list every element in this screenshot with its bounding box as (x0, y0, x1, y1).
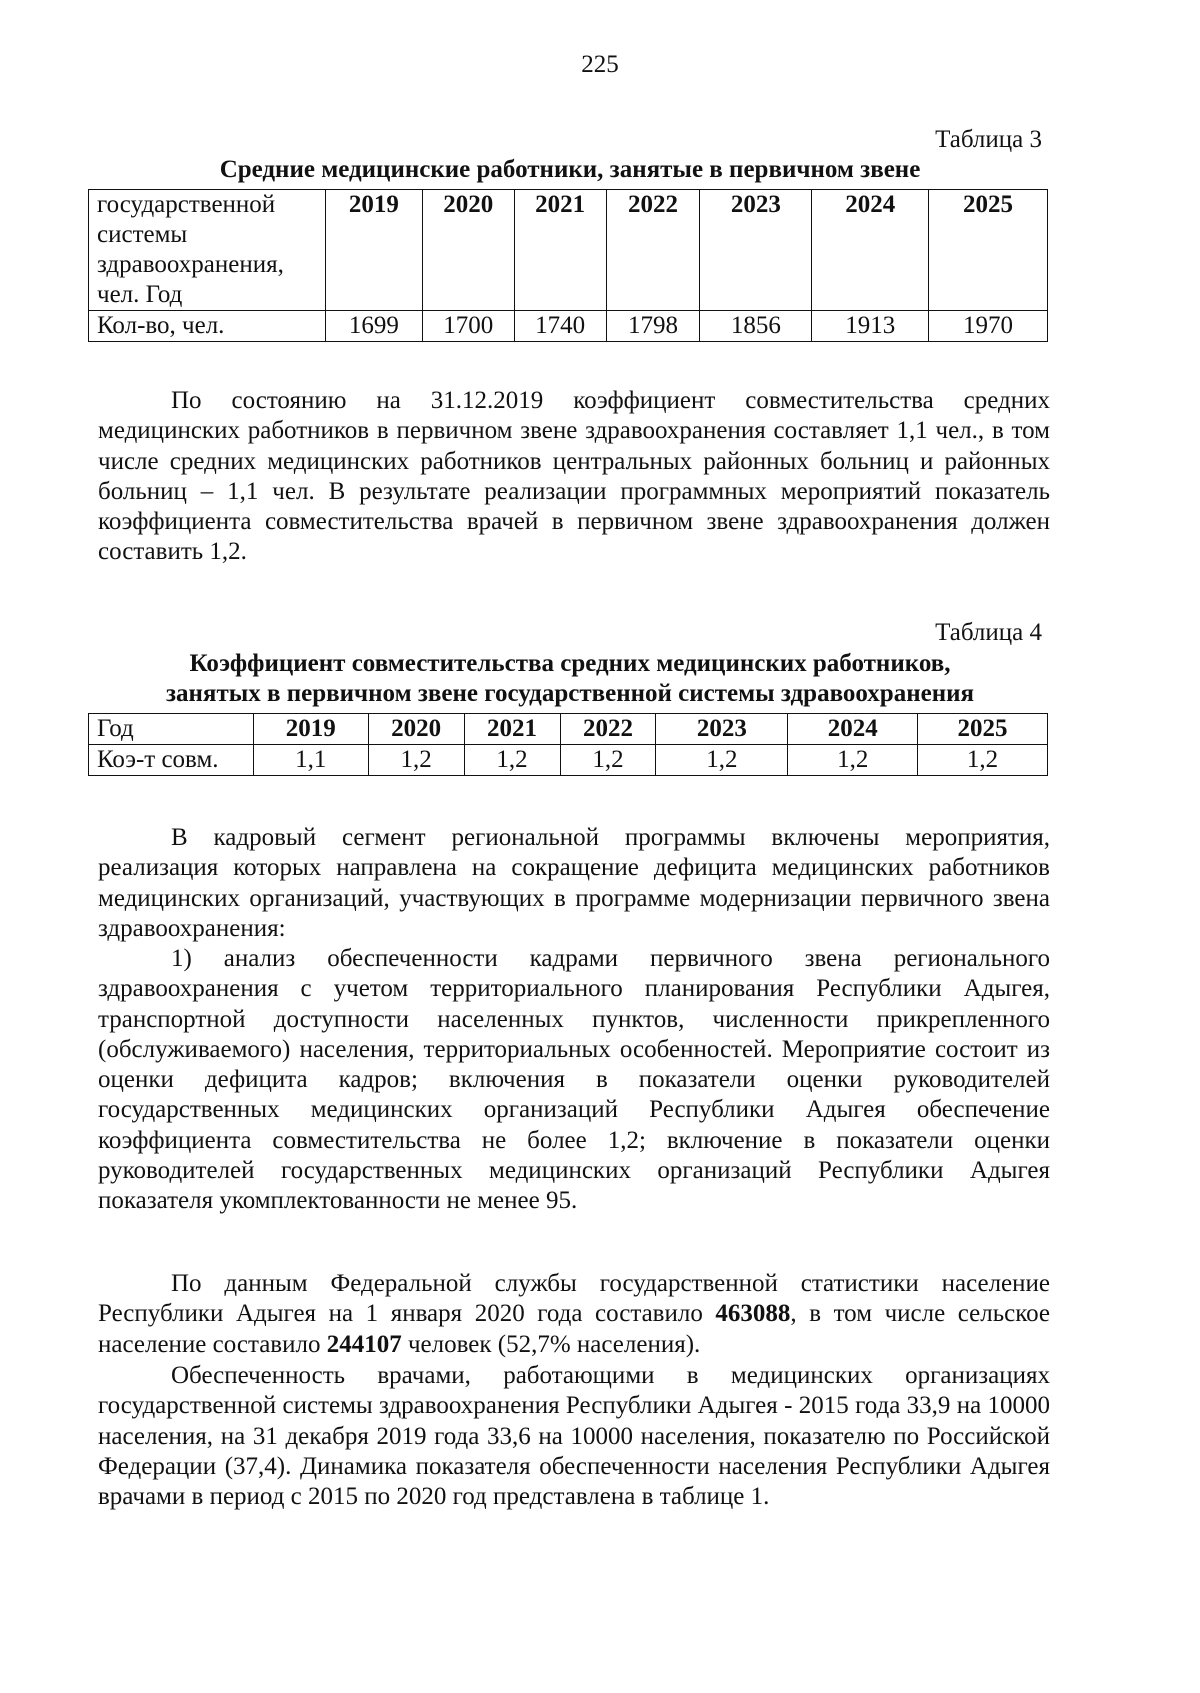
table3 (88, 189, 1048, 342)
table3-title: Средние медицинские работники, занятые в первичном звене (219, 156, 921, 183)
table4 (88, 713, 1048, 776)
table3-header-line: чел. Год (97, 281, 183, 308)
table3-data-row (89, 311, 1048, 342)
table3-header-line: государственной (97, 191, 276, 218)
table4-year-cell: 2024 (788, 714, 918, 745)
table4-value-cell: 1,2 (464, 745, 560, 776)
table4-value-cell: 1,2 (368, 745, 464, 776)
table3-year-cell: 2019 (325, 190, 422, 311)
table4-value-cell: 1,2 (918, 745, 1048, 776)
paragraph-4-text: , в том числе сельское население составило (98, 1300, 1050, 1358)
table3-header-line: здравоохранения, (97, 251, 284, 278)
table4-year-cell: 2020 (368, 714, 464, 745)
table4-year-cell: 2021 (464, 714, 560, 745)
page-number: 225 (581, 51, 619, 78)
table4-value-cell: 1,2 (788, 745, 918, 776)
paragraph-1: По состоянию на 31.12.2019 коэффициент совместительства средних медицинских работников в первичном звене здравоохранения составляет 1,1 чел., в том числе средних медицинских работников центральных районных больниц и районных больниц – 1,1 чел. В результате реализации программных мероприятий показатель коэффициента совместительства врачей в первичном звене здравоохранения должен составить 1,2. (98, 387, 1050, 566)
table3-value-cell: 1856 (700, 311, 812, 342)
table4-value-cell: 1,2 (656, 745, 788, 776)
table3-header-label (89, 190, 326, 311)
table3-value-cell: 1740 (514, 311, 606, 342)
table4-title-line2: занятых в первичном звене государственной системы здравоохранения (165, 680, 975, 707)
table3-value-cell: 1798 (606, 311, 700, 342)
table3-year-cell: 2022 (606, 190, 700, 311)
paragraph-5: Обеспеченность врачами, работающими в медицинских организациях государственной системы здравоохранения Республики Адыгея - 2015 года 33,9 на 10000 населения, на 31 декабря 2019 года 33,6 на 10000 населения, показателю по Российской Федерации (37,4). Динамика показателя обеспеченности населения Республики Адыгея врачами в период с 2015 по 2020 год представлена в таблице 1. (98, 1362, 1050, 1511)
table4-row-label: Коэ-т совм. (89, 745, 254, 776)
table3-label: Таблица 3 (935, 126, 1042, 153)
table3-value-cell: 1699 (325, 311, 422, 342)
table3-year-cell: 2023 (700, 190, 812, 311)
table4-year-cell: 2022 (560, 714, 656, 745)
table3-year-cell: 2024 (812, 190, 929, 311)
table4-label: Таблица 4 (935, 619, 1042, 646)
paragraph-4-text: По данным Федеральной службы государственной статистики население Республики Адыгея на 1 января 2020 года составило (98, 1270, 1050, 1328)
table3-value-cell: 1700 (422, 311, 514, 342)
paragraph-2: В кадровый сегмент региональной программы включены мероприятия, реализация которых направлена на сокращение дефицита медицинских работников медицинских организаций, участвующих в программе модернизации первичного звена здравоохранения: (98, 824, 1050, 942)
table3-value-cell: 1913 (812, 311, 929, 342)
table3-header-row (89, 190, 1048, 311)
table4-header-label: Год (89, 714, 254, 745)
table3-value-cell: 1970 (929, 311, 1048, 342)
table4-data-row (89, 745, 1048, 776)
table4-title-line1: Коэффициент совместительства средних медицинских работников, (189, 650, 951, 677)
paragraph-3: 1) анализ обеспеченности кадрами первичного звена регионального здравоохранения с учетом территориального планирования Республики Адыгея, транспортной доступности населенных пунктов, численности прикрепленного (обслуживаемого) населения, территориальных особенностей. Мероприятие состоит из оценки дефицита кадров; включения в показатели оценки руководителей государственных медицинских организаций Республики Адыгея обеспечение коэффициента совместительства не более 1,2; включение в показатели оценки руководителей государственных медицинских организаций Республики Адыгея показателя укомплектованности не менее 95. (98, 945, 1050, 1215)
table3-year-cell: 2020 (422, 190, 514, 311)
table3-year-cell: 2021 (514, 190, 606, 311)
table3-header-line: системы (97, 221, 188, 248)
table3-row-label: Кол-во, чел. (89, 311, 326, 342)
table4-year-cell: 2023 (656, 714, 788, 745)
table4-year-cell: 2019 (253, 714, 368, 745)
table4-year-cell: 2025 (918, 714, 1048, 745)
table3-year-cell: 2025 (929, 190, 1048, 311)
population-total: 463088 (715, 1300, 791, 1328)
paragraph-4-text: человек (52,7% населения). (401, 1330, 701, 1358)
table4-value-cell: 1,2 (560, 745, 656, 776)
paragraph-4 (98, 1269, 1050, 1360)
table4-header-row (89, 714, 1048, 745)
rural-population: 244107 (326, 1330, 402, 1358)
table4-value-cell: 1,1 (253, 745, 368, 776)
